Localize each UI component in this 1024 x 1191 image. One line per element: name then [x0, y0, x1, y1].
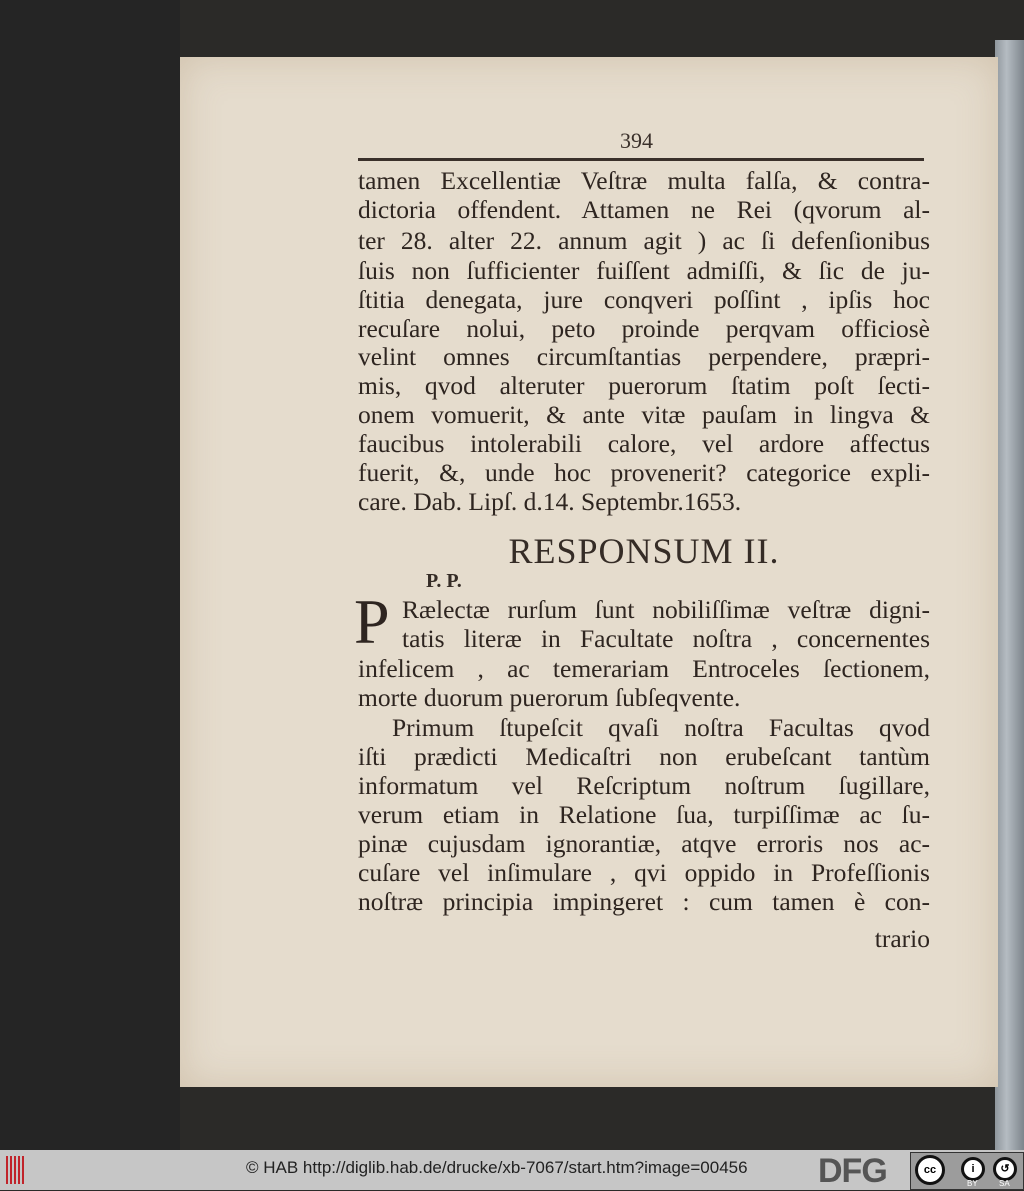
text-line: iſti prædicti Medicaſtri non erubeſcant tantùm	[358, 742, 930, 771]
text-line: tatis literæ in Facultate noſtra , concernentes	[402, 624, 930, 653]
page-number: 394	[620, 128, 653, 153]
cc-icon: cc	[915, 1155, 945, 1185]
cc-license-badge[interactable]	[910, 1152, 1024, 1190]
hab-logo-icon[interactable]	[6, 1156, 26, 1184]
text-line: cuſare vel inſimulare , qvi oppido in Profeſſionis	[358, 858, 930, 887]
text-line: informatum vel Reſcriptum noſtrum ſugillare,	[358, 771, 930, 800]
salutation: P. P.	[426, 570, 462, 592]
sa-icon: ↺	[993, 1157, 1017, 1181]
text-line: tamen Excellentiæ Veſtræ multa falſa, & contra-	[358, 166, 930, 195]
text-line: ſtitia denegata, jure conqveri poſſint , ipſis hoc	[358, 285, 930, 314]
next-page-edge	[995, 40, 1024, 1150]
text-line: ſuis non ſufficienter fuiſſent admiſſi, & ſic de ju-	[358, 256, 930, 285]
text-line: dictoria offendent. Attamen ne Rei (qvorum al-	[358, 195, 930, 224]
background-left	[0, 0, 180, 1150]
text-line: verum etiam in Relatione ſua, turpiſſimæ ac ſu-	[358, 800, 930, 829]
by-label: BY	[967, 1179, 978, 1188]
text-line: faucibus intolerabili calore, vel ardore affectus	[358, 429, 930, 458]
text-line: recuſare nolui, peto proinde perqvam officiosè	[358, 314, 930, 343]
text-line: fuerit, &, unde hoc provenerit? categorice expli-	[358, 458, 930, 487]
text-line: care. Dab. Lipſ. d.14. Septembr.1653.	[358, 487, 742, 516]
footer-bar	[0, 1150, 1024, 1190]
header-rule	[358, 158, 924, 161]
text-line: velint omnes circumſtantias perpendere, præpri-	[358, 342, 930, 371]
by-icon: i	[961, 1157, 985, 1181]
text-line: pinæ cujusdam ignorantiæ, atqve erroris nos ac-	[358, 829, 930, 858]
text-line: morte duorum puerorum ſubſeqvente.	[358, 683, 741, 712]
text-line: mis, qvod alteruter puerorum ſtatim poſt ſecti-	[358, 371, 930, 400]
text-line: noſtræ principia impingeret : cum tamen è con-	[358, 887, 930, 916]
text-line: infelicem , ac temerariam Entroceles ſectionem,	[358, 654, 930, 683]
text-line: ter 28. alter 22. annum agit ) ac ſi defenſionibus	[358, 226, 930, 255]
dfg-logo[interactable]: DFG	[818, 1152, 887, 1190]
text-line: Primum ſtupeſcit qvaſi noſtra Facultas qvod	[392, 713, 930, 742]
section-heading: RESPONSUM II.	[508, 531, 780, 571]
text-line: Rælectæ rurſum ſunt nobiliſſimæ veſtræ digni-	[402, 595, 930, 624]
catchword: trario	[874, 924, 930, 953]
text-line: onem vomuerit, & ante vitæ pauſam in lingva &	[358, 400, 930, 429]
copyright-link[interactable]: © HAB http://diglib.hab.de/drucke/xb-7067/start.htm?image=00456	[246, 1158, 748, 1177]
drop-cap: P	[354, 586, 390, 657]
sa-label: SA	[999, 1179, 1010, 1188]
